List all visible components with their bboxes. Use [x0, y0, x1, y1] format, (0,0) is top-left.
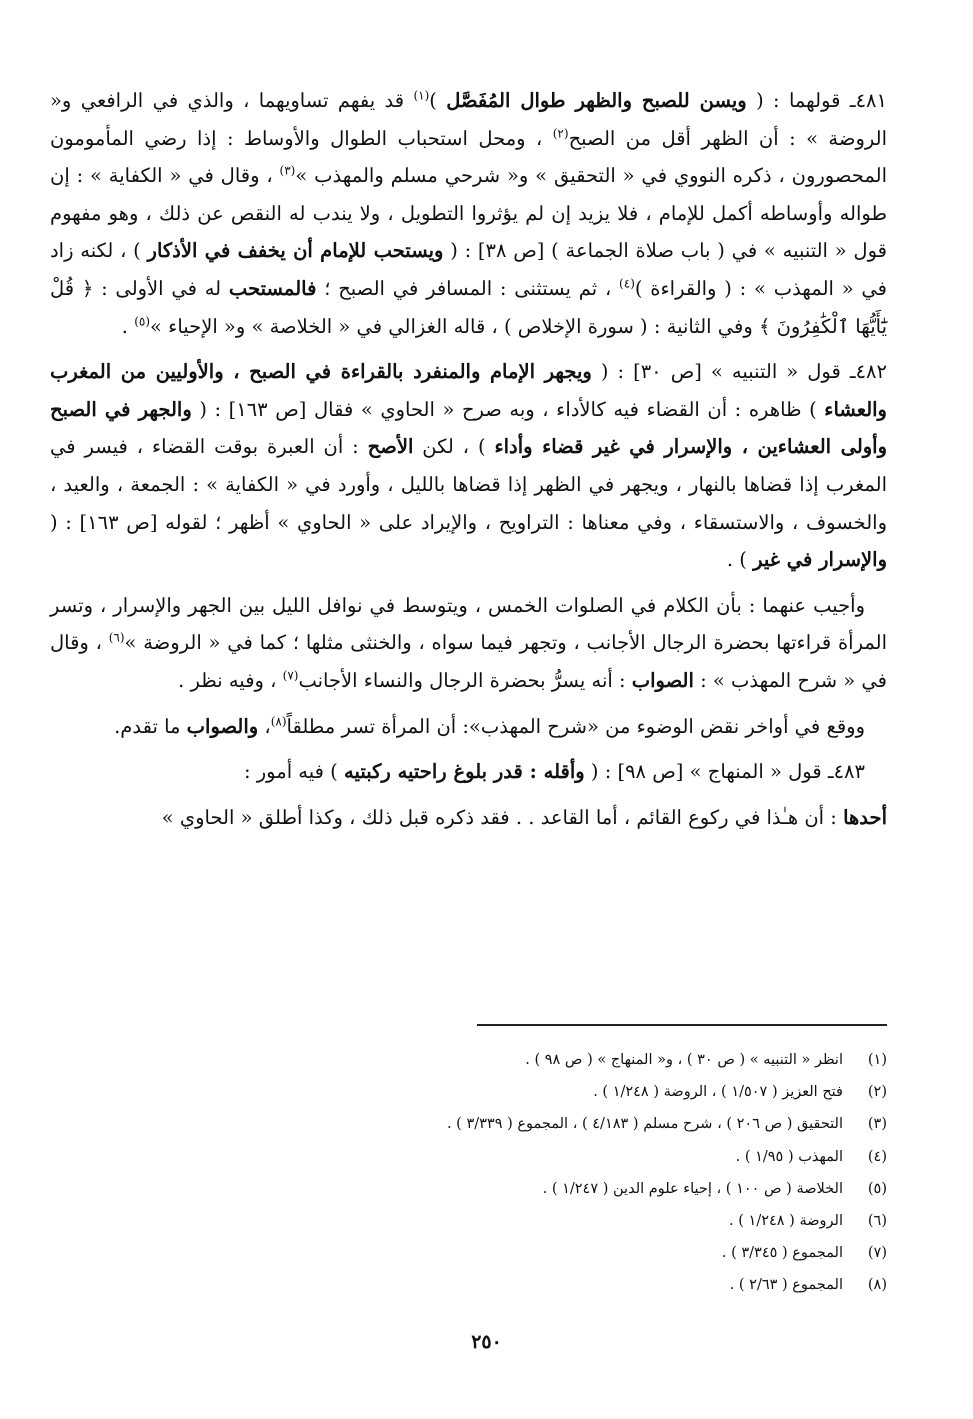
text-run: ما تقدم.	[114, 714, 187, 738]
text-run: ) .	[726, 548, 754, 572]
footnote-text: الخلاصة ( ص ١٠٠ ) ، إحياء علوم الدين ( ١/٢٤٧ ) .	[542, 1180, 843, 1197]
text-run: ،	[258, 714, 271, 738]
footnote-ref: (١)	[413, 88, 430, 103]
footnote-ref: (٥)	[134, 314, 151, 329]
footnote-item	[60, 1076, 887, 1108]
text-run: ، وفيه نظر .	[178, 668, 283, 692]
text-run: ، ومحل استحباب الطوال والأوساط : إذا رضي المأمومون المحصورون ، ذكره النووي في « التحقيق » و« شرحي مسلم والمهذب »	[50, 126, 888, 188]
footnote-text: المجموع ( ٢/٦٣ ) .	[729, 1277, 843, 1294]
footnote-item	[60, 1108, 887, 1140]
bold-quote: ويستحب للإمام أن يخفف في الأذكار	[147, 239, 444, 263]
footnote-item	[60, 1205, 887, 1237]
footnote-ref: (٨)	[270, 714, 287, 728]
footnote-text: المجموع ( ٣/٣٤٥ ) .	[721, 1245, 843, 1262]
bold-quote: أحدها	[843, 805, 887, 829]
footnote-number: (٨)	[867, 1277, 887, 1294]
bold-quote: والإسرار في غير	[753, 548, 887, 572]
footnote-text: انظر « التنبيه » ( ص ٣٠ ) ، و« المنهاج » ( ص ٩٨ ) .	[525, 1052, 843, 1068]
paragraph-p482	[50, 353, 887, 579]
bold-quote: وأقله : قدر بلوغ راحتيه ركبتيه	[343, 760, 585, 784]
text-run: ٤٨٢ـ قول « التنبيه » [ص ٣٠] : (	[591, 360, 887, 384]
text-run: : أن هـٰذا في ركوع القائم ، أما القاعد . . فقد ذكره قبل ذلك ، وكذا أطلق « الحاوي »	[161, 805, 844, 829]
main-text	[50, 82, 887, 844]
footnote-ref: (٦)	[108, 630, 125, 645]
footnote-text: المهذب ( ١/٩٥ ) .	[735, 1148, 843, 1165]
footnote-number: (٧)	[867, 1245, 887, 1262]
bold-quote: فالمستحب	[228, 276, 317, 300]
bold-quote: والجهر في الصبح وأولى العشاءين ، والإسرار في غير قضاء وأداء	[50, 397, 888, 459]
footnote-number: (٥)	[867, 1180, 887, 1197]
footnote-text: فتح العزيز ( ١/٥٠٧ ) ، الروضة ( ١/٢٤٨ ) .	[593, 1084, 843, 1101]
bold-quote: الأصح	[367, 435, 414, 459]
text-run: ) ظاهره : أن القضاء فيه كالأداء ، وبه صرح « الحاوي » فقال [ص ١٦٣] : (	[191, 397, 825, 421]
footnote-ref: (٢)	[552, 126, 569, 141]
paragraph-p-answer	[50, 587, 887, 700]
footnote-text: الروضة ( ١/٢٤٨ ) .	[729, 1213, 843, 1230]
text-run: ٤٨٣ـ قول « المنهاج » [ص ٩٨] : (	[584, 760, 865, 784]
footnote-item	[60, 1237, 887, 1269]
bold-quote: ويجهر الإمام والمنفرد بالقراءة في الصبح ، والأوليين من المغرب والعشاء	[50, 360, 887, 421]
footnote-text: التحقيق ( ص ٢٠٦ ) ، شرح مسلم ( ٤/١٨٣ ) ، المجموع ( ٣/٣٣٩ ) .	[446, 1116, 843, 1133]
bold-quote: ويسن للصبح والظهر طوال المُفَصَّل	[446, 89, 747, 112]
paragraph-p-waqaa	[50, 708, 887, 746]
footnote-item	[60, 1173, 887, 1205]
paragraph-p483	[50, 753, 887, 791]
bold-quote: والصواب	[186, 714, 259, 738]
footnote-number: (٣)	[867, 1116, 887, 1133]
text-run: ٤٨١ـ قولهما : (	[746, 89, 887, 112]
footnote-ref: (٤)	[619, 276, 635, 291]
footnote-ref: (٣)	[279, 163, 296, 178]
footnote-item	[60, 1269, 887, 1301]
footnote-separator	[477, 1024, 887, 1026]
footnote-number: (٢)	[867, 1084, 887, 1101]
text-run: ، وقال في « الكفاية » : إن طواله وأوساطه أكمل للإمام ، فلا يزيد إن لم يؤثروا التطويل ، ولا يندب له النقص عن ذلك ، وهو مفهوم قول « التنبيه » في ( باب صلاة الجماعة ) [ص ٣٨] : (	[50, 164, 887, 263]
text-run: ، ثم يستثنى : المسافر في الصبح ؛	[316, 276, 620, 300]
text-run: )	[429, 89, 447, 112]
footnote-ref: (٧)	[282, 668, 299, 683]
text-run: ) ، لكنه زاد في « المهذب » : ( والقراءة )	[50, 239, 887, 300]
text-run: : أن العبرة بوقت القضاء ، فيسر في المغرب إذا قضاها بالنهار ، ويجهر في الظهر إذا قضاها بالليل ، وأورد في « الكفاية » : الجمعة ، والعيد ، والخسوف ، والاستسقاء ، وفي معناها : التراويح ، والإيراد على « الحاوي » أظهر ؛ لقوله [ص ١٦٣] : (	[50, 435, 887, 534]
text-run: ) ، لكن	[413, 435, 495, 459]
text-run: ) فيه أمور :	[243, 760, 344, 784]
paragraph-p-first	[50, 799, 887, 837]
bold-quote: الصواب	[631, 668, 694, 692]
paragraph-p481	[50, 82, 887, 345]
text-run: .	[121, 314, 135, 338]
text-run: ، وقال في « شرح المهذب » :	[50, 631, 887, 692]
footnote-number: (١)	[867, 1052, 887, 1068]
footnote-item	[60, 1141, 887, 1173]
text-run: ووقع في أواخر نقض الوضوء من «شرح المهذب»: أن المرأة تسر مطلقاً	[286, 714, 865, 738]
text-run: وأجيب عنهما : بأن الكلام في الصلوات الخمس ، ويتوسط في نوافل الليل بين الجهر والإسرار ، وتسر المرأة قراءتها بحضرة الرجال الأجانب ، وتجهر فيما سواه ، والخنثى مثلها ؛ كما في « الروضة »	[50, 593, 887, 655]
page-number: ٢٥٠	[471, 1331, 502, 1353]
text-run: : أنه يسرُّ بحضرة الرجال والنساء الأجانب	[298, 668, 632, 692]
footnote-number: (٤)	[867, 1148, 887, 1165]
text-run: له في الأولى : ﴿ قُلْ يَٰٓأَيُّهَا ٱلْكَٰفِرُونَ ﴾ وفي الثانية : ( سورة الإخلاص ) ، قاله الغزالي في « الخلاصة » و« الإحياء »	[50, 276, 887, 338]
footnotes	[60, 1044, 887, 1302]
text-run: قد يفهم تساويهما ، والذي في الرافعي و« الروضة » : أن الظهر أقل من الصبح	[50, 89, 887, 150]
footnote-number: (٦)	[867, 1213, 887, 1230]
footnote-item	[60, 1044, 887, 1076]
